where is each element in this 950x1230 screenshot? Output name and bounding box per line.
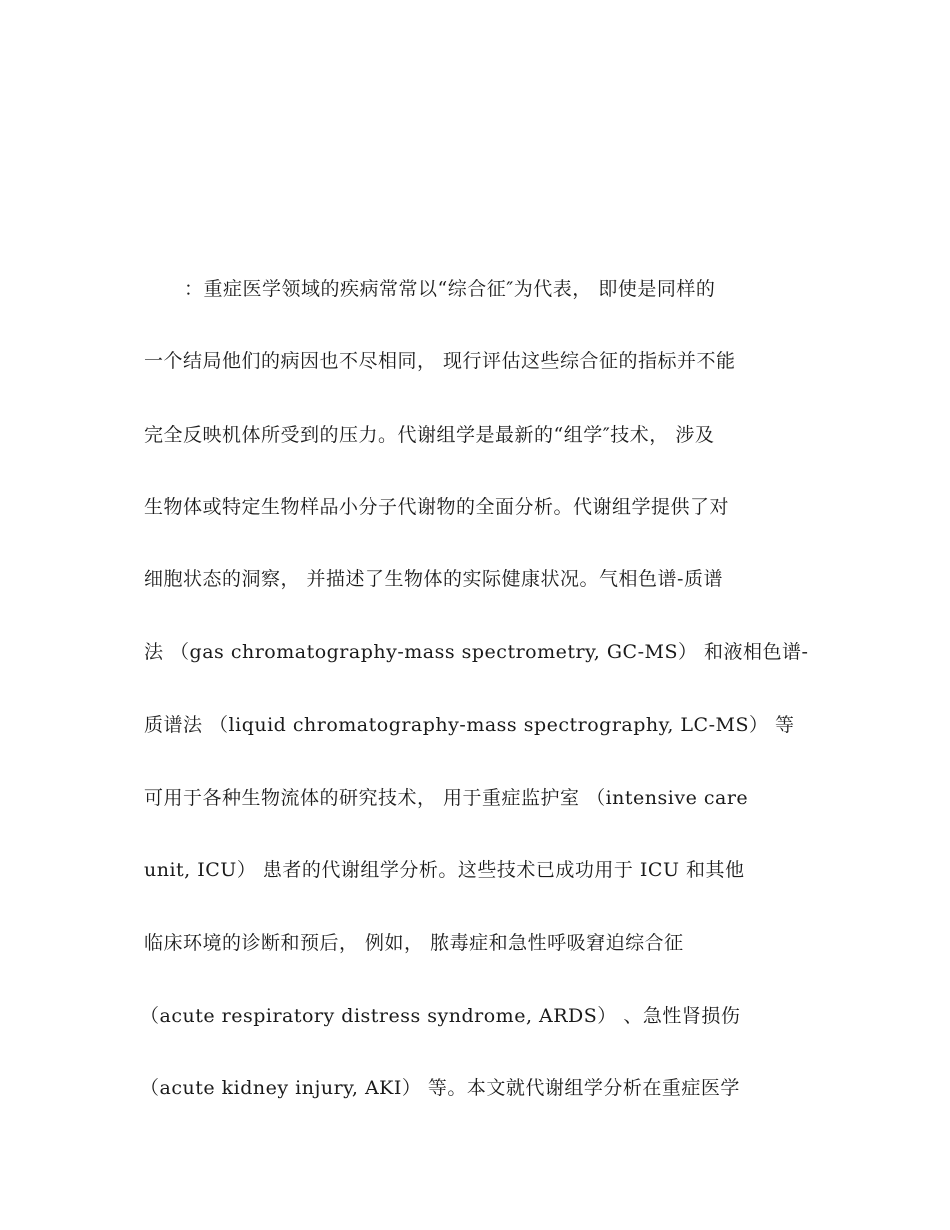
paragraph-line-3: 完全反映机体所受到的压力。代谢组学是最新的“组学″技术， 涉及 <box>144 424 715 446</box>
paragraph-line-9: unit, ICU） 患者的代谢组学分析。这些技术已成功用于 ICU 和其他 <box>144 859 745 881</box>
paragraph-line-10: 临床环境的诊断和预后， 例如， 脓毒症和急性呼吸窘迫综合征 <box>144 932 684 954</box>
paragraph-line-7: 质谱法 （liquid chromatography-mass spectrography, LC-MS） 等 <box>144 714 795 736</box>
paragraph-line-5: 细胞状态的洞察， 并描述了生物体的实际健康状况。气相色谱-质谱 <box>144 568 723 590</box>
paragraph-line-1: ：重症医学领域的疾病常常以“综合征″为代表， 即使是同样的 <box>184 278 716 300</box>
paragraph-line-11: （acute respiratory distress syndrome, ARDS） 、急性肾损伤 <box>140 1005 741 1027</box>
paragraph-line-6: 法 （gas chromatography-mass spectrometry, GC-MS） 和液相色谱- <box>144 641 809 663</box>
paragraph-line-2: 一个结局他们的病因也不尽相同， 现行评估这些综合征的指标并不能 <box>144 350 736 372</box>
paragraph-line-4: 生物体或特定生物样品小分子代谢物的全面分析。代谢组学提供了对 <box>144 496 730 518</box>
paragraph-line-8: 可用于各种生物流体的研究技术， 用于重症监护室 （intensive care <box>144 787 749 809</box>
paragraph-line-12: （acute kidney injury, AKI） 等。本文就代谢组学分析在重症医学 <box>140 1077 740 1099</box>
